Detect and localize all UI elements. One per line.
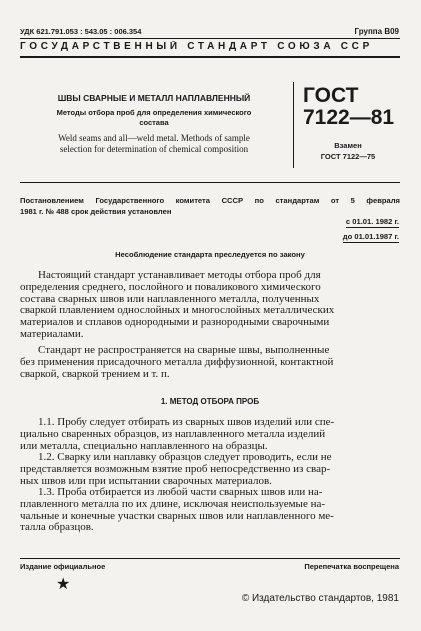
validity-from: с 01.01. 1982 г. xyxy=(345,217,399,226)
official-edition: Издание официальное xyxy=(20,562,106,571)
gost-number: 7122—81 xyxy=(303,106,395,129)
title-rule xyxy=(20,182,400,183)
group-code: Группа В09 xyxy=(354,27,399,36)
reprint-prohibited: Перепечатка воспрещена xyxy=(304,562,399,571)
gost-label: ГОСТ xyxy=(303,84,359,107)
paragraph-1-2: 1.2. Сварку или наплавку образцов следует проводить, если не представляется возможным взятие проб непосредственно из свар- ных швов или при испытании сварочных материалов. xyxy=(20,451,332,487)
paragraph-1-1: 1.1. Пробу следует отбирать из сварных швов изделий или спе- циально сваренных образцов, из наплавленного металла изделий или металла, специально наплавленного на образцы. xyxy=(20,416,335,452)
paragraph-intro-1: Настоящий стандарт устанавливает методы отбора проб для определения среднего, послойного и поваликового химического состава сварных швов или наплавленного металла, полученных сваркой плавлением однослойных и многослойных металлических материалов и сплавов однородными и разнородными сварочными материалами. xyxy=(20,269,335,340)
state-standard-title: ГОСУДАРСТВЕННЫЙ СТАНДАРТ СОЮЗА ССР xyxy=(20,41,373,52)
header-rule-thick xyxy=(20,56,400,58)
paragraph-1-3: 1.3. Проба отбирается из любой части сварных швов или на- плавленного металла по их длине, исключая неиспользуемые на- чальные и конечные участки сварных швов или наплавленного ме- талла образцов. xyxy=(20,486,334,534)
replaces-label: Взамен xyxy=(334,141,362,150)
replaces-standard: ГОСТ 7122—75 xyxy=(320,152,376,161)
footer-rule xyxy=(20,558,400,559)
title-subtitle-en: Weld seams and all—weld metal. Methods of sample selection for determination of chemical composition xyxy=(58,133,250,154)
decree-text: Постановлением Государственного комитета СССР по стандартам от 5 февраля 1981 г. № 488 срок действия установлен xyxy=(20,196,400,216)
paragraph-intro-2: Стандарт не распространяется на сварные швы, выполненные без применения присадочного металла диффузионной, контактной сваркой, сваркой трением и т. п. xyxy=(20,344,334,380)
validity-to: до 01.01.1987 г. xyxy=(342,232,399,241)
header-rule-thin xyxy=(20,38,400,39)
udk-code: УДК 621.791.053 : 543.05 : 006.354 xyxy=(20,27,142,36)
penalty-notice: Несоблюдение стандарта преследуется по закону xyxy=(115,250,305,259)
star-icon: ★ xyxy=(56,576,71,593)
section-title: 1. МЕТОД ОТБОРА ПРОБ xyxy=(160,397,260,406)
copyright: © Издательство стандартов, 1981 xyxy=(241,593,399,604)
title-subtitle-ru: Методы отбора проб для определения химического состава xyxy=(56,108,252,127)
title-divider xyxy=(293,82,294,168)
standard-title: ШВЫ СВАРНЫЕ И МЕТАЛЛ НАПЛАВЛЕННЫЙ xyxy=(57,93,251,103)
